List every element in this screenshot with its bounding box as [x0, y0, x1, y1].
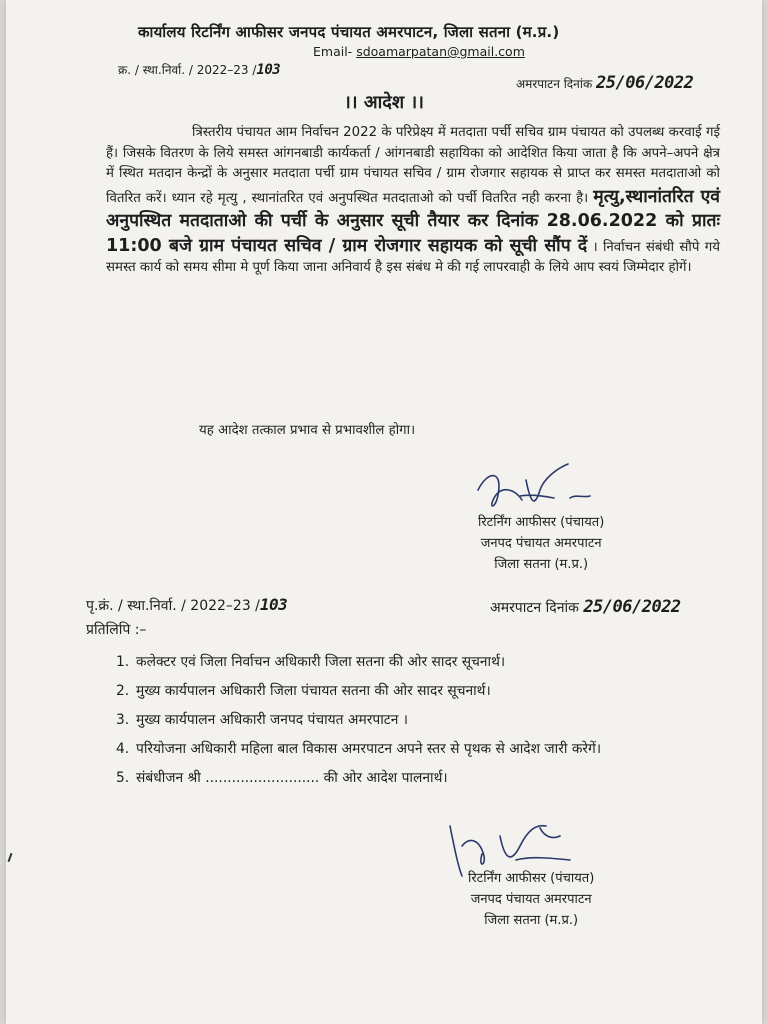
- list-item-number: 4.: [116, 741, 130, 757]
- copy-reference-prefix: पृ.क्रं. / स्था.निर्वा. / 2022–23 /: [86, 598, 260, 614]
- email-label: Email-: [313, 44, 353, 59]
- reference-number: [118, 61, 280, 78]
- list-item-text: संबंधीजन श्री .......................... की ओर आदेश पालनार्थ।: [136, 770, 448, 786]
- signature-block: [478, 512, 604, 575]
- order-body: [106, 123, 720, 279]
- copy-date-handwritten: 25/06/2022: [583, 597, 681, 617]
- list-item: [116, 710, 716, 731]
- signature-designation: रिटर्निंग आफीसर (पंचायत): [478, 515, 605, 530]
- email-line: [313, 44, 525, 59]
- copy-reference-number: [86, 595, 287, 615]
- list-item-number: 2.: [116, 683, 130, 699]
- order-paragraph-tail: । निर्वाचन संबंधी सौपे गये समस्त कार्य को समय सीमा मे पूर्ण किया जाना अनिवार्य है इस संबंध मे की गई लापरवाही के लिये आप स्वयं जिम्मेदार होगें।: [106, 239, 720, 275]
- reference-handwritten: 103: [256, 62, 281, 78]
- list-item: [116, 739, 716, 760]
- signature-office: जनपद पंचायत अमरपाटन: [480, 536, 602, 551]
- copy-reference-handwritten: 103: [259, 595, 288, 614]
- copy-to-label: प्रतिलिपि :–: [86, 622, 147, 638]
- list-item-text: मुख्य कार्यपालन अधिकारी जनपद पंचायत अमरपाटन ।: [136, 712, 408, 728]
- date-label: अमरपाटन दिनांक: [516, 77, 593, 91]
- list-item-text: परियोजना अधिकारी महिला बाल विकास अमरपाटन अपने स्तर से पृथक से आदेश जारी करेगें।: [136, 741, 602, 757]
- list-item: [116, 768, 716, 789]
- list-item-number: 5.: [116, 770, 130, 786]
- signature-icon: [458, 460, 618, 530]
- signature-district: जिला सतना (म.प्र.): [484, 913, 579, 928]
- order-closing: यह आदेश तत्काल प्रभाव से प्रभावशील होगा।: [199, 423, 416, 438]
- signature-designation: रिटर्निंग आफीसर (पंचायत): [468, 871, 595, 886]
- order-title: ।। आदेश ।।: [343, 92, 424, 113]
- signature-block-bottom: [468, 868, 594, 931]
- copy-date-label: अमरपाटन दिनांक: [490, 600, 579, 616]
- copy-to-list: [116, 652, 716, 797]
- document-page: [6, 0, 762, 1024]
- signature-district: जिला सतना (म.प्र.): [494, 557, 589, 572]
- email-address: sdoamarpatan@gmail.com: [356, 44, 525, 59]
- list-item-number: 1.: [116, 654, 130, 670]
- order-paragraph: त्रिस्तरीय पंचायत आम निर्वाचन 2022 के परिप्रेक्ष्य में मतदाता पर्ची सचिव ग्राम पंचायत को उपलब्ध करवाई गई हैं। जिसके वितरण के लिये समस्त आंगनबाडी कार्यकर्ता / आंगनबाडी सहायिका को आदेशित किया जाता है कि अपने–अपने क्षेत्र में स्थित मतदान केन्द्रों के अनुसार मतदाता पर्ची ग्राम पंचायत सचिव / ग्राम रोजगार सहायक से प्राप्त कर समस्त मतदाताओ को वितरित करें। ध्यान रहे मृत्यु , स्थानांतरित एवं अनुपस्थित मतदाताओ को पर्ची वितरित नही करना है।: [106, 125, 720, 206]
- list-item-text: मुख्य कार्यपालन अधिकारी जिला पंचायत सतना की ओर सादर सूचनार्थ।: [136, 683, 491, 699]
- signature-office: जनपद पंचायत अमरपाटन: [470, 892, 592, 907]
- date-handwritten: 25/06/2022: [596, 73, 694, 93]
- list-item: [116, 681, 716, 702]
- list-item-number: 3.: [116, 712, 130, 728]
- signature-icon: [440, 806, 610, 886]
- office-heading: कार्यालय रिटर्निंग आफीसर जनपद पंचायत अमरपाटन, जिला सतना (म.प्र.): [138, 23, 560, 41]
- list-item-text: कलेक्टर एवं जिला निर्वाचन अधिकारी जिला सतना की ओर सादर सूचनार्थ।: [136, 654, 506, 670]
- list-item: [116, 652, 716, 673]
- reference-prefix: क्र. / स्था.निर्वा. / 2022–23 /: [118, 63, 257, 77]
- copy-date: [490, 597, 681, 617]
- order-emphasis: मृत्यु,स्थानांतरित एवं अनुपस्थित मतदाताओ की पर्ची के अनुसार सूची तैयार कर दिनांक 28.06.2022 को प्रातः 11:00 बजे ग्राम पंचायत सचिव / ग्राम रोजगार सहायक को सूची सौंप दें: [106, 186, 720, 256]
